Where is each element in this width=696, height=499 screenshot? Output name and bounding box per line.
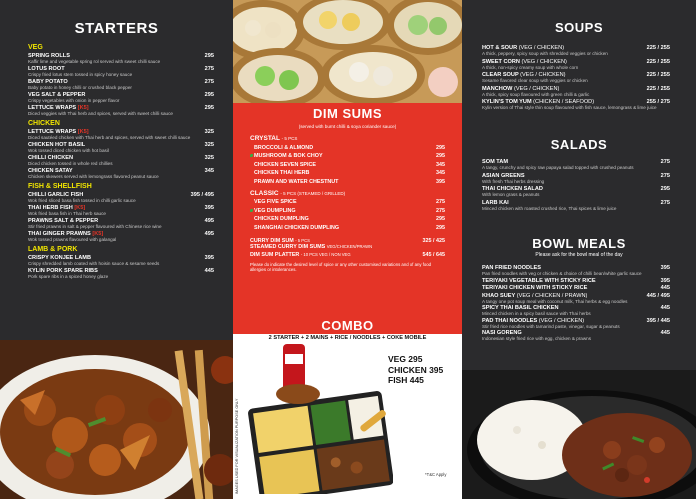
item-description: A thick, non-spicy creamy soup with whole corn bbox=[482, 64, 579, 70]
item-description: Stir fried rice noodles with tamarind paste, vinegar, sugar & peanuts bbox=[482, 323, 620, 329]
item-name-text: PAD THAI NOODLES bbox=[482, 317, 538, 324]
dimsum-section-name: CLASSIC bbox=[250, 189, 279, 197]
item-name bbox=[482, 285, 670, 291]
category-heading: LAMB & PORK bbox=[28, 246, 78, 253]
item-description: Minced chicken in a spicy basil sauce with Thai herbs bbox=[482, 311, 591, 316]
salads-list bbox=[482, 157, 670, 211]
item-name-text: PRAWN AND WATER CHESTNUT bbox=[254, 178, 339, 185]
starters-list bbox=[28, 44, 214, 279]
item-subline-text: STEAMED CURRY DIM SUMS bbox=[250, 243, 326, 250]
menu-item bbox=[250, 199, 445, 205]
item-name-text: CHICKEN HOT BASIL bbox=[28, 142, 86, 148]
item-name-variant: (VEG / CHICKEN) bbox=[521, 58, 567, 65]
item-price: 275 bbox=[436, 199, 445, 205]
item-price: 255 / 275 bbox=[646, 99, 670, 105]
item-description: Kaffir lime and vegetable spring rol served with sweet chilli sauce bbox=[28, 59, 161, 64]
item-name-text: CHICKEN SEVEN SPICE bbox=[254, 161, 317, 168]
item-price: 325 bbox=[204, 129, 214, 135]
menu-item bbox=[28, 79, 214, 90]
item-name-text: CLEAR SOUP bbox=[482, 72, 519, 78]
item-price: 275 bbox=[204, 79, 214, 85]
menu-item bbox=[482, 45, 670, 56]
item-name bbox=[250, 145, 445, 151]
menu-item bbox=[28, 53, 214, 64]
item-name-text: LOTUS ROOT bbox=[28, 66, 65, 72]
item-name-text: ASIAN GREENS bbox=[482, 172, 525, 179]
chili-icon bbox=[250, 171, 253, 174]
chili-icon bbox=[250, 217, 253, 220]
item-tag: [K5] bbox=[74, 205, 86, 211]
item-name-text: SWEET CORN bbox=[482, 58, 520, 65]
item-description: A tangy, crunchy and spicy raw papaya salad topped with crushed peanuts bbox=[482, 165, 634, 170]
menu-item bbox=[28, 255, 214, 266]
dimsum-photo bbox=[233, 0, 462, 103]
menu-item bbox=[250, 225, 445, 231]
item-name-text: PAN FRIED NOODLES bbox=[482, 265, 541, 271]
menu-item bbox=[250, 153, 445, 159]
item-price: 545 / 645 bbox=[422, 252, 445, 258]
bowlmeals-list bbox=[482, 263, 670, 341]
veg-leaf-icon bbox=[250, 209, 253, 212]
combo-price-fish: FISH 445 bbox=[388, 375, 424, 386]
item-name-text: NASI GORENG bbox=[482, 330, 522, 336]
item-description: Crispy fried lotus stem tossed in spicy honey sauce bbox=[28, 72, 133, 77]
menu-item bbox=[28, 205, 214, 216]
item-description: With fresh Thai herbs dressing bbox=[482, 178, 545, 184]
item-tag: [K5] bbox=[77, 129, 89, 135]
item-price: 395 / 495 bbox=[190, 192, 214, 198]
dimsum-section-name: CRYSTAL bbox=[250, 135, 280, 142]
item-name-text: DIM SUM PLATTER bbox=[250, 252, 300, 258]
item-portion: - 5 PCS bbox=[295, 237, 310, 243]
combo-title: COMBO bbox=[233, 318, 462, 334]
menu-item bbox=[482, 159, 670, 170]
menu-item bbox=[482, 293, 670, 304]
menu-item bbox=[482, 305, 670, 316]
item-name bbox=[250, 216, 445, 222]
chili-icon bbox=[250, 180, 253, 183]
item-name-text: VEG DUMPLING bbox=[254, 207, 296, 214]
combo-terms: *T&C Apply bbox=[425, 472, 447, 477]
item-price: 275 bbox=[660, 172, 670, 179]
item-price: 395 / 445 bbox=[646, 317, 670, 324]
item-price: 345 bbox=[204, 168, 214, 174]
item-name-text: CRISPY KONJEE LAMB bbox=[28, 255, 91, 261]
menu-item bbox=[28, 218, 214, 229]
item-price: 295 bbox=[204, 92, 214, 98]
category-heading: FISH & SHELLFISH bbox=[28, 183, 92, 190]
item-description: A thick, peppery, spicy soup with shredded veggies or chicken bbox=[482, 51, 608, 56]
item-description: Minced chicken with roasted crushed rice, Thai spices & lime juice bbox=[482, 205, 617, 211]
dimsums-title: DIM SUMS bbox=[313, 106, 382, 121]
rice-bowl-illustration bbox=[462, 370, 696, 499]
left-panel bbox=[0, 0, 233, 499]
item-name bbox=[250, 162, 445, 168]
item-name bbox=[250, 252, 445, 258]
item-price: 275 bbox=[204, 66, 214, 72]
menu-item bbox=[250, 170, 445, 176]
item-price: 295 bbox=[436, 224, 445, 231]
item-description: A thick, spicy soup flavoured with green chilli & garlic bbox=[482, 91, 590, 97]
chili-icon bbox=[250, 226, 253, 229]
item-name-variant: (VEG / CHICKEN) bbox=[514, 85, 560, 92]
dimsum-note: Please do indicate the desired level of spice or any other customised variations and of any food allergies or intolerances. bbox=[250, 262, 432, 273]
dimsums-subtitle: (served with burnt chilli & soya coriander sauce) bbox=[298, 124, 397, 129]
item-description: A tangy one pot soup meal with coconut milk, Thai herbs & egg noodles bbox=[482, 298, 628, 304]
item-description: Crispy shredded lamb coated with hoisin sauce & sesame seeds bbox=[28, 261, 160, 266]
menu-item bbox=[28, 66, 214, 77]
item-name-text: VEG FIVE SPICE bbox=[254, 199, 297, 205]
bowlmeal-photo bbox=[462, 370, 696, 499]
item-description: Baby potato in honey chilli or crushed black pepper bbox=[28, 85, 132, 90]
item-price: 445 bbox=[660, 330, 670, 336]
bowlmeals-title: BOWL MEALS bbox=[532, 236, 626, 251]
item-description: Diced chicken tossed in whole red chillies bbox=[28, 161, 113, 166]
item-name-text: PRAWNS SALT & PEPPER bbox=[28, 218, 99, 224]
item-price: 225 / 255 bbox=[646, 72, 670, 78]
item-price: 395 bbox=[660, 265, 670, 271]
item-price: 275 bbox=[436, 207, 445, 214]
item-name bbox=[250, 179, 445, 185]
chili-icon bbox=[250, 200, 253, 203]
item-price: 225 / 255 bbox=[646, 58, 670, 65]
item-name bbox=[250, 208, 445, 214]
item-price: 395 bbox=[204, 255, 214, 261]
item-name-text: LETTUCE WRAPS bbox=[28, 105, 77, 111]
menu-item bbox=[482, 59, 670, 70]
item-subline bbox=[250, 244, 445, 250]
item-price: 295 bbox=[204, 105, 214, 111]
item-name-text: CHICKEN DUMPLING bbox=[254, 216, 309, 222]
item-name-text: CHICKEN SATAY bbox=[28, 168, 73, 174]
item-description: Diced sautéed chicken with Thai herb and spices, served with sweet chilli sauce bbox=[28, 135, 191, 140]
item-description: With lemon grass & peanuts bbox=[482, 192, 540, 197]
item-price: 295 bbox=[204, 53, 214, 59]
menu-item bbox=[482, 186, 670, 197]
item-portion: - 10 PCS VEG / NON VEG bbox=[300, 252, 351, 257]
menu-item bbox=[482, 285, 670, 291]
item-description: Wok fried basa fish in Thai herb sauce bbox=[28, 211, 106, 216]
menu-item bbox=[28, 192, 214, 203]
item-name-variant: (CHICKEN / SEAFOOD) bbox=[533, 99, 595, 105]
item-description: Wok tossed prawns flavoured with galangal bbox=[28, 237, 117, 242]
item-name-text: SOM TAM bbox=[482, 159, 508, 165]
item-price: 295 bbox=[436, 144, 445, 151]
menu-item bbox=[482, 330, 670, 341]
item-description: Sesame flavored clear soup with veggies or chicken bbox=[482, 78, 588, 83]
menu-item bbox=[482, 200, 670, 211]
item-name-text: KYLIN'S TOM YUM bbox=[482, 99, 532, 105]
bowlmeals-subtitle: Please ask for the bowl meal of the day bbox=[535, 252, 623, 258]
item-name-text: KYLIN PORK SPARE RIBS bbox=[28, 268, 98, 274]
item-name-text: CHILLI GARLIC FISH bbox=[28, 192, 84, 198]
item-name bbox=[250, 153, 445, 159]
combo-price-chicken: CHICKEN 395 bbox=[388, 364, 444, 375]
menu-item bbox=[28, 268, 214, 279]
category-heading: VEG bbox=[28, 44, 43, 51]
menu-item bbox=[28, 92, 214, 103]
item-price: 345 bbox=[436, 170, 445, 176]
category-heading: CHICKEN bbox=[28, 120, 60, 127]
item-name-text: VEG SALT & PEPPER bbox=[28, 92, 86, 98]
item-name-text: TERIYAKI VEGETABLE WITH STICKY RICE bbox=[482, 277, 596, 284]
starters-title: STARTERS bbox=[74, 20, 159, 37]
item-price: 395 bbox=[204, 205, 214, 211]
combo-tray-illustration bbox=[243, 344, 393, 494]
item-name-text: BROCCOLI & ALMOND bbox=[254, 144, 314, 151]
combo-box bbox=[233, 318, 462, 499]
dimsum-section-heading bbox=[250, 190, 445, 197]
menu-item bbox=[482, 99, 670, 110]
combo-description: 2 STARTER + 2 MAINS + RICE / NOODLES + COKE MOBILE bbox=[268, 335, 427, 341]
item-name-text: HOT & SOUR bbox=[482, 45, 518, 51]
item-price: 295 bbox=[436, 153, 445, 159]
item-name-text: SPICY THAI BASIL CHICKEN bbox=[482, 305, 559, 311]
menu-item bbox=[482, 86, 670, 97]
menu-item bbox=[250, 216, 445, 222]
item-name-text: LARB KAI bbox=[482, 199, 509, 206]
item-price: 325 bbox=[204, 142, 214, 148]
salads-title: SALADS bbox=[550, 137, 608, 152]
item-name bbox=[482, 278, 670, 284]
item-description: Kylin version of Thai style thin soup flavoured with fish sauce, lemongrass & lime juice bbox=[482, 105, 657, 110]
item-name-variant: (VEG / CHICKEN) bbox=[518, 45, 565, 51]
item-description: Wok tossed diced chicken with hot basil bbox=[28, 148, 109, 153]
item-name-variant: (VEG / CHICKEN) bbox=[520, 72, 566, 78]
item-name-text: KHAO SUEY bbox=[482, 292, 516, 299]
item-name-variant: (VEG / CHICKEN) bbox=[538, 317, 585, 324]
item-price: 295 bbox=[436, 216, 445, 222]
dimsum-section-sub: - 5 PCS bbox=[281, 136, 298, 141]
item-price: 445 / 495 bbox=[646, 292, 670, 299]
item-description: Crispy vegetables with onion in pepper flavor bbox=[28, 98, 120, 103]
item-name bbox=[250, 170, 445, 176]
menu-item bbox=[250, 179, 445, 185]
menu-item bbox=[250, 162, 445, 168]
item-tag: [K5] bbox=[92, 231, 104, 237]
item-name-text: THAI HERB FISH bbox=[28, 205, 73, 211]
item-price: 445 bbox=[204, 268, 214, 274]
dimsum-section-heading bbox=[250, 135, 445, 142]
item-name-text: MUSHROOM & BOK CHOY bbox=[254, 153, 323, 159]
item-name-text: CHILLI CHICKEN bbox=[28, 155, 74, 161]
middle-panel bbox=[233, 0, 462, 499]
item-name-text: MANCHOW bbox=[482, 85, 513, 92]
item-description: Chicken skewers served with lemongrass flavored peanut sauce bbox=[28, 174, 159, 179]
item-subline-variant: VEG/CHICKEN/PRAWN bbox=[326, 243, 373, 249]
item-description: Pan fried noodles with veg or chicken & choice of chilli bean/white garlic sauce bbox=[482, 271, 642, 276]
chili-icon bbox=[250, 146, 253, 149]
item-description: Stir fried prawns in salt & pepper flavoured with Chinese rice wine bbox=[28, 224, 162, 229]
item-name-text: CHICKEN THAI HERB bbox=[254, 170, 310, 176]
menu-item bbox=[28, 155, 214, 166]
menu-item bbox=[482, 173, 670, 184]
menu-item bbox=[250, 145, 445, 151]
item-price: 275 bbox=[660, 159, 670, 165]
item-price: 325 / 425 bbox=[422, 237, 445, 244]
combo-price-veg: VEG 295 bbox=[388, 354, 423, 364]
chili-icon bbox=[250, 163, 253, 166]
dimsum-section-sub: - 5 PCS (STEAMED / GRILLED) bbox=[280, 190, 346, 196]
menu-item bbox=[28, 142, 214, 153]
item-price: 225 / 255 bbox=[646, 45, 670, 51]
item-price: 225 / 255 bbox=[646, 85, 670, 92]
fried-dish-illustration bbox=[0, 340, 233, 499]
menu-item bbox=[482, 278, 670, 284]
menu-item bbox=[250, 208, 445, 214]
menu-item bbox=[482, 72, 670, 83]
soups-list bbox=[482, 43, 670, 110]
item-price: 495 bbox=[204, 218, 214, 224]
item-name-text: LETTUCE WRAPS bbox=[28, 129, 77, 135]
item-price: 495 bbox=[204, 231, 214, 237]
item-description: Indonesian style fried rice with egg, chicken & prawns bbox=[482, 336, 592, 341]
menu-item bbox=[482, 318, 670, 329]
menu-item bbox=[250, 238, 445, 250]
veg-leaf-icon bbox=[250, 154, 253, 157]
item-price: 395 bbox=[660, 277, 670, 284]
item-description: Wok fried sliced basa fish tossed in chilli garlic sauce bbox=[28, 198, 136, 203]
item-tag: [K5] bbox=[77, 105, 89, 111]
item-name bbox=[250, 199, 445, 205]
item-price: 445 bbox=[660, 285, 670, 291]
combo-image-note: IMAGES USED FOR VISUALIZATION PURPOSE ONLY bbox=[235, 398, 239, 494]
menu-item bbox=[28, 168, 214, 179]
item-name bbox=[250, 225, 445, 231]
menu-item bbox=[28, 129, 214, 140]
item-name-text: THAI GINGER PRAWNS bbox=[28, 231, 91, 237]
item-name-text: BABY POTATO bbox=[28, 79, 68, 85]
item-description: Pork spare ribs in a spiced honey glaze bbox=[28, 274, 109, 279]
menu-item bbox=[28, 105, 214, 116]
item-name-text: SHANGHAI CHICKEN DUMPLING bbox=[254, 224, 340, 231]
menu-item bbox=[28, 231, 214, 242]
item-name-text: THAI CHICKEN SALAD bbox=[482, 186, 543, 192]
starters-food-photo bbox=[0, 340, 233, 499]
dumpling-steamers-illustration bbox=[233, 0, 462, 103]
item-price: 325 bbox=[204, 155, 214, 161]
item-price: 275 bbox=[660, 199, 670, 206]
item-name-text: TERIYAKI CHICKEN WITH STICKY RICE bbox=[482, 285, 588, 291]
item-price: 295 bbox=[660, 186, 670, 192]
combo-prices bbox=[388, 354, 443, 386]
item-name-variant: (VEG / CHICKEN / PRAWN) bbox=[516, 292, 588, 299]
item-price: 345 bbox=[436, 161, 445, 168]
dimsums-list bbox=[250, 135, 445, 273]
item-name-text: CURRY DIM SUM bbox=[250, 237, 294, 244]
right-panel bbox=[462, 0, 696, 499]
menu-item bbox=[250, 252, 445, 258]
item-description: Diced veggies with Thai herb and spices, served with sweet chilli sauce bbox=[28, 111, 173, 116]
soups-title: SOUPS bbox=[554, 20, 603, 35]
item-price: 445 bbox=[660, 305, 670, 311]
item-name-text: SPRING ROLLS bbox=[28, 53, 70, 59]
menu-item bbox=[482, 265, 670, 276]
item-price: 395 bbox=[436, 178, 445, 185]
